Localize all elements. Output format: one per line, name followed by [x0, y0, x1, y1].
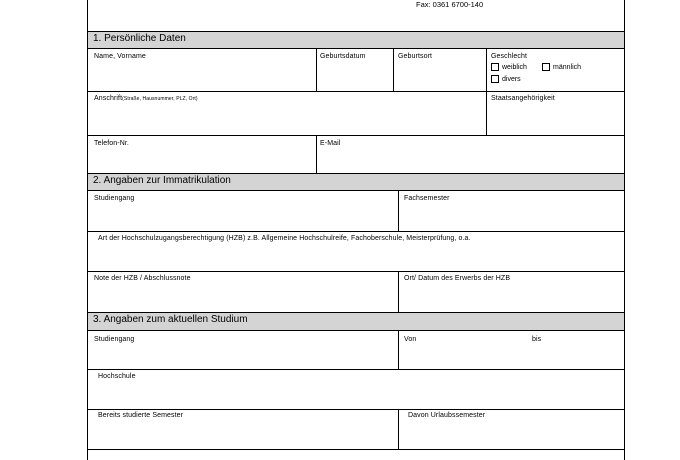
section-immatriculation-header: 2. Angaben zur Immatrikulation	[88, 173, 624, 191]
divider	[316, 49, 317, 91]
current-program-field-label: Studiengang	[94, 336, 135, 343]
phone-field-label: Telefon-Nr.	[94, 140, 129, 147]
divider	[88, 231, 624, 232]
section-current-study-header: 3. Angaben zum aktuellen Studium	[88, 312, 624, 331]
section-personal-header: 1. Persönliche Daten	[88, 31, 624, 49]
checkbox-icon[interactable]	[491, 75, 499, 83]
divider	[88, 271, 624, 272]
semesters-field-label: Bereits studierte Semester	[98, 412, 184, 419]
to-field-label: bis	[532, 336, 542, 343]
divider	[393, 49, 394, 91]
gender-field-label: Geschlecht	[491, 53, 528, 60]
email-field-label: E-Mail	[320, 140, 341, 147]
divider	[486, 49, 487, 135]
address-field-label: Anschrift(Straße, Hausnummer, PLZ, Ort)	[94, 95, 198, 102]
name-field-label: Name, Vorname	[94, 53, 146, 60]
divider	[88, 91, 624, 92]
birthplace-field-label: Geburtsort	[398, 53, 433, 60]
hzb-place-field-label: Ort/ Datum des Erwerbs der HZB	[404, 275, 511, 282]
gender-option-female[interactable]: weiblich	[491, 63, 527, 72]
application-form	[87, 0, 625, 460]
citizenship-field-label: Staatsangehörigkeit	[491, 95, 555, 102]
semester-field-label: Fachsemester	[404, 195, 450, 202]
divider	[398, 271, 399, 312]
gender-option-male[interactable]: männlich	[542, 63, 581, 72]
divider	[316, 135, 317, 173]
from-field-label: Von	[404, 336, 417, 343]
divider	[88, 369, 624, 370]
leave-semesters-field-label: Davon Urlaubssemester	[408, 412, 486, 419]
checkbox-icon[interactable]	[542, 63, 550, 71]
hzb-type-field-label: Art der Hochschulzugangsberechtigung (HZB) z.B. Allgemeine Hochschulreife, Fachoberschule, Meisterprüfung, o.a.	[98, 235, 471, 242]
hzb-grade-field-label: Note der HZB / Abschlussnote	[94, 275, 191, 282]
program-field-label: Studiengang	[94, 195, 135, 202]
divider	[88, 409, 624, 410]
birthdate-field-label: Geburtsdatum	[320, 53, 366, 60]
divider	[398, 331, 399, 369]
university-field-label: Hochschule	[98, 373, 136, 380]
divider	[88, 135, 624, 136]
divider	[398, 191, 399, 231]
checkbox-icon[interactable]	[491, 63, 499, 71]
gender-option-diverse[interactable]: divers	[491, 75, 521, 84]
fax-number: Fax: 0361 6700-140	[416, 0, 484, 9]
divider	[88, 449, 624, 450]
divider	[398, 409, 399, 449]
